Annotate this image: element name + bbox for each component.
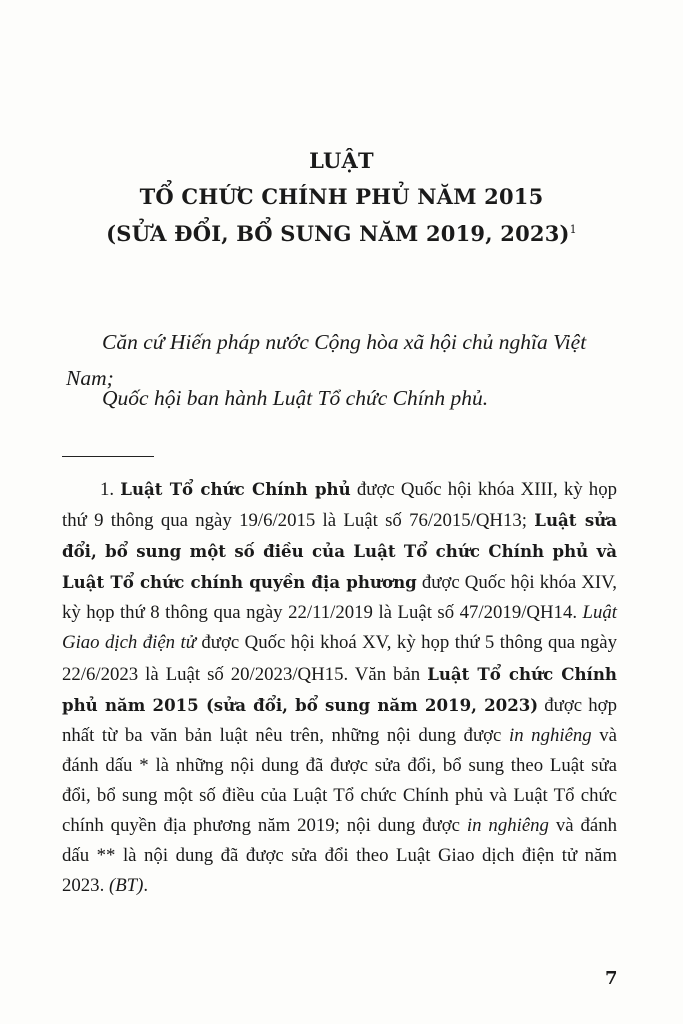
footnote-seg: Luật Tổ chức Chính phủ năm 2015 (sửa đổi, bổ sung năm 2019, 2023) [62, 663, 617, 715]
footnote [62, 474, 617, 901]
footnote-divider [62, 456, 154, 457]
footnote-seg: Luật sửa đổi, bổ sung một số điều của Luật Tổ chức Chính phủ và Luật Tổ chức chính quyền địa phương [62, 510, 617, 593]
preamble-basis: Căn cứ Hiến pháp nước Cộng hòa xã hội chủ nghĩa Việt Nam; [66, 330, 587, 390]
footnote-seg: in nghiêng [508, 724, 592, 746]
footnote-seg: in nghiêng [466, 815, 549, 837]
page-number: 7 [605, 968, 618, 989]
footnote-seg: Luật Tổ chức Chính phủ [120, 479, 351, 499]
page-title-line-3 [0, 221, 683, 246]
footnote-number: 1. [100, 479, 115, 500]
footnote-seg: và đánh dấu ** là nội dung đã được sửa đổi theo Luật Giao dịch điện tử năm 2023. [62, 815, 618, 897]
footnote-seg: được Quốc hội khóa XIII, kỳ họp thứ 9 thông qua ngày 19/6/2015 là Luật số 76/2015/QH13; [62, 479, 617, 532]
preamble-enactment: Quốc hội ban hành Luật Tổ chức Chính phủ. [102, 386, 489, 410]
footnote-reference: 1 [569, 223, 577, 236]
page-title-line-3-text: (SỬA ĐỔI, BỔ SUNG NĂM 2019, 2023) [106, 221, 570, 246]
page-title-line-1: LUẬT [309, 148, 374, 173]
page-title-line-2: TỔ CHỨC CHÍNH PHỦ NĂM 2015 [139, 184, 544, 209]
footnote-seg: Luật Giao dịch điện tử [62, 602, 617, 654]
footnote-seg: . [143, 875, 149, 897]
footnote-seg: và đánh dấu * là những nội dung đã được sửa đổi, bổ sung theo Luật sửa đổi, bổ sung một số điều của Luật Tổ chức Chính phủ và Luật Tổ chức chính quyền địa phương năm 2019; nội dung được [62, 724, 617, 837]
footnote-seg: được Quốc hội khoá XV, kỳ họp thứ 5 thông qua ngày 22/6/2023 là Luật số 20/2023/QH15. Văn bản [62, 632, 617, 685]
footnote-seg: được Quốc hội khóa XIV, kỳ họp thứ 8 thông qua ngày 22/11/2019 là Luật số 47/2019/QH14. [62, 572, 617, 624]
footnote-seg: được hợp nhất từ ba văn bản luật nêu trên, những nội dung được [62, 694, 617, 746]
footnote-seg: (BT) [108, 875, 144, 897]
